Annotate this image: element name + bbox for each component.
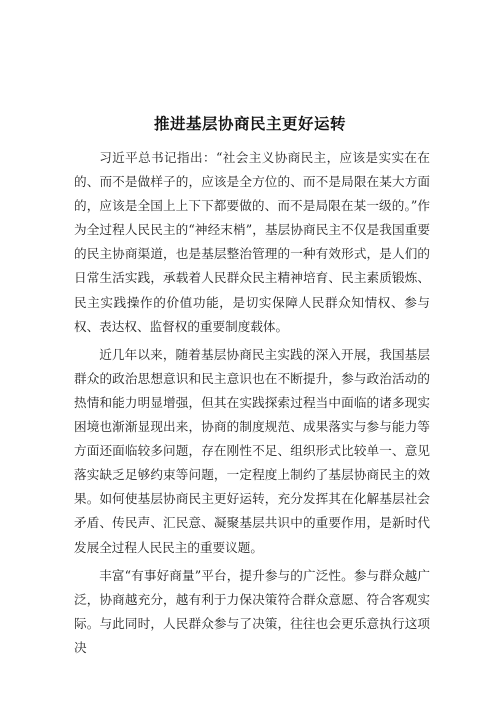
paragraph-1: 习近平总书记指出：“社会主义协商民主，应该是实实在在的、而不是做样子的，应该是全方位的、而不是局限在某大方面的，应该是全国上上下下都要做的、而不是局限在某一级的。”作为全过程人民民主的“神经末梢”，基层协商民主不仅是我国重要的民主协商渠道，也是基层整治管理的一种有效形式，是人们的日常生活实践，承载着人民群众民主精神培育、民主素质锻炼、民主实践操作的价值功能，是切实保障人民群众知情权、参与权、表达权、监督权的重要制度载体。 xyxy=(74,150,430,334)
paragraph-3: 丰富“有事好商量”平台，提升参与的广泛性。参与群众越广泛，协商越充分，越有利于力保决策符合群众意愿、符合客观实际。与此同时，人民群众参与了决策，往往也会更乐意执行这项决 xyxy=(74,567,430,655)
document-title: 推进基层协商民主更好运转 xyxy=(153,115,346,133)
paragraph-2: 近几年以来，随着基层协商民主实践的深入开展，我国基层群众的政治思想意识和民主意识也在不断提升，参与政治活动的热情和能力明显增强，但其在实践探索过程当中面临的诸多现实困境也渐渐显现出来，协商的制度规范、成果落实与参与能力等方面还面临较多问题，存在刚性不足、组织形式比较单一、意见落实缺乏足够约束等问题，一定程度上制约了基层协商民主的效果。如何使基层协商民主更好运转，充分发挥其在化解基层社会矛盾、传民声、汇民意、凝聚基层共识中的重要作用，是新时代发展全过程人民民主的重要议题。 xyxy=(74,346,430,555)
document-body xyxy=(74,146,430,664)
